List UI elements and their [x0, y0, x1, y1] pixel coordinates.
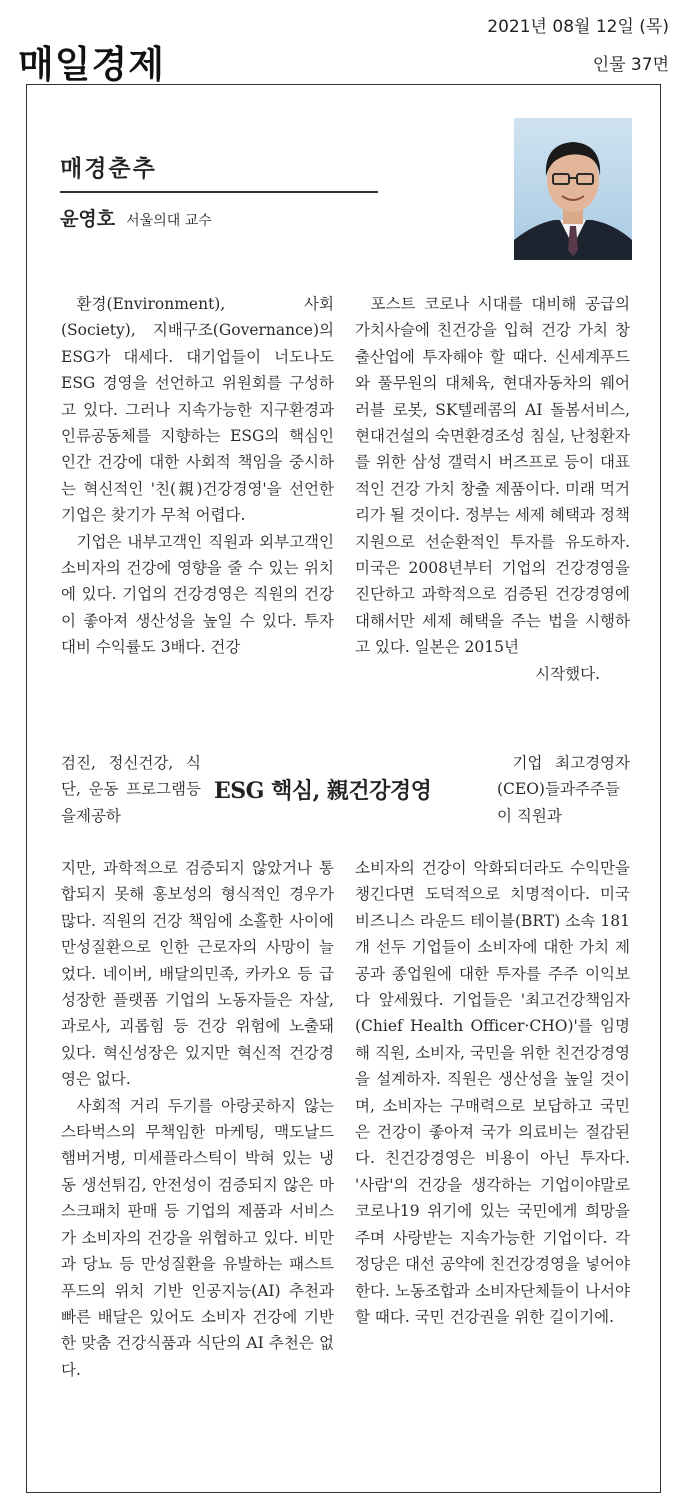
author-name: 윤영호 [60, 208, 116, 230]
author-role: 서울의대 교수 [126, 213, 212, 229]
paragraph: 검진, 정신건강, 식단, 운동 프로그램등을제공하 [61, 754, 201, 825]
publication-date: 2021년 08월 12일 (목) [487, 17, 669, 37]
paragraph: 소비자의 건강이 악화되더라도 수익만을 챙긴다면 도덕적으로 치명적이다. 미국 비즈니스 라운드 테이블(BRT) 소속 181개 선두 기업들이 소비자에 대한 가치 제공과 종업원에 대한 투자를 주주 이익보다 앞세웠다. 기업들은 '최고건강책임자(Chief Health Officer·CHO)'를 임명해 직원, 소비자, 국민을 위한 친건강경영을 설계하자. 직원은 생산성을 높일 것이며, 소비자는 구매력으로 보답하고 국민은 건강이 좋아져 국가 의료비는 절감된다. 친건강경영은 비용이 아닌 투자다. '사람'의 건강을 생각하는 기업이야말로 코로나19 위기에 있는 국민에게 희망을 주며 사랑받는 지속가능한 기업이다. 각 정당은 대선 공약에 친건강경영을 넣어야 한다. 노동조합과 소비자단체들이 나서야 할 때다. 국민 건강권을 위한 길이기에. [355, 859, 630, 1326]
byline [60, 204, 212, 231]
paragraph: 사회적 거리 두기를 아랑곳하지 않는 스타벅스의 무책임한 마케팅, 맥도날드 햄버거병, 미세플라스틱이 박혀 있는 냉동 생선튀김, 안전성이 검증되지 않은 마스크패치 판매 등 기업의 제품과 서비스가 소비자의 건강을 위협하고 있다. 비만과 당뇨 등 만성질환을 유발하는 패스트푸드의 위치 기반 인공지능(AI) 추천과 빠른 배달은 있어도 소비자 건강에 기반한 맞춤 건강식품과 식단의 AI 추천은 없다. [61, 1096, 334, 1379]
paragraph: 포스트 코로나 시대를 대비해 공급의 가치사슬에 친건강을 입혀 건강 가치 창출산업에 투자해야 할 때다. 신세계푸드와 풀무원의 대체육, 현대자동차의 웨어러블 로봇, SK텔레콤의 AI 돌봄서비스, 현대건설의 숙면환경조성 침실, 난청환자를 위한 삼성 갤럭시 버즈프로 등이 대표적인 건강 가치 창출 제품이다. 미래 먹거리가 될 것이다. 정부는 세제 혜택과 정책 지원으로 선순환적인 투자를 유도하자. 미국은 2008년부터 기업의 건강경영을 진단하고 과학적으로 검증된 건강경영에 대해서만 세제 혜택을 주는 법을 시행하고 있다. 일본은 2015년 [355, 295, 630, 657]
body-col2-top [355, 291, 630, 687]
page-section: 인물 37면 [592, 55, 669, 75]
headline: ESG 핵심, 親건강경영 [214, 778, 432, 804]
newspaper-logo: 매일경제 [18, 43, 165, 86]
paragraph: 기업은 내부고객인 직원과 외부고객인 소비자의 건강에 영향을 줄 수 있는 위치에 있다. 기업의 건강경영은 직원의 건강이 좋아져 생산성을 높일 수 있다. 투자 대비 수익률도 3배다. 건강 [61, 532, 334, 657]
body-col2-wrap [497, 750, 630, 829]
body-col1-top [61, 291, 334, 661]
paragraph: 환경(Environment), 사회(Society), 지배구조(Governance)의 ESG가 대세다. 대기업들이 너도나도 ESG 경영을 선언하고 위원회를 구성하고 있다. 그러나 지속가능한 지구환경과 인류공동체를 지향하는 ESG의 핵심인 인간 건강에 대한 사회적 책임을 중시하는 혁신적인 '친(親)건강경영'을 선언한 기업은 찾기가 무척 어렵다. [61, 295, 334, 525]
masthead [10, 4, 677, 86]
title-rule [60, 191, 378, 193]
author-photo [514, 118, 632, 260]
paragraph: 기업 최고경영자(CEO)들과주주들이 직원과 [497, 754, 630, 825]
paragraph: 지만, 과학적으로 검증되지 않았거나 통합되지 못해 홍보성의 형식적인 경우가 많다. 직원의 건강 책임에 소홀한 사이에 만성질환으로 인한 근로자의 사망이 늘었다. 네이버, 배달의민족, 카카오 등 급성장한 플랫폼 기업의 노동자들은 자살, 과로사, 괴롭힘 등 건강 위험에 노출돼 있다. 혁신성장은 있지만 혁신적 건강경영은 없다. [61, 859, 334, 1089]
body-col2-bottom [355, 855, 630, 1330]
body-col1-wrap [61, 750, 201, 829]
body-col1-bottom [61, 855, 334, 1383]
column-title: 매경춘추 [60, 156, 157, 182]
author-portrait-icon [514, 118, 632, 260]
paragraph: 시작했다. [535, 664, 600, 683]
